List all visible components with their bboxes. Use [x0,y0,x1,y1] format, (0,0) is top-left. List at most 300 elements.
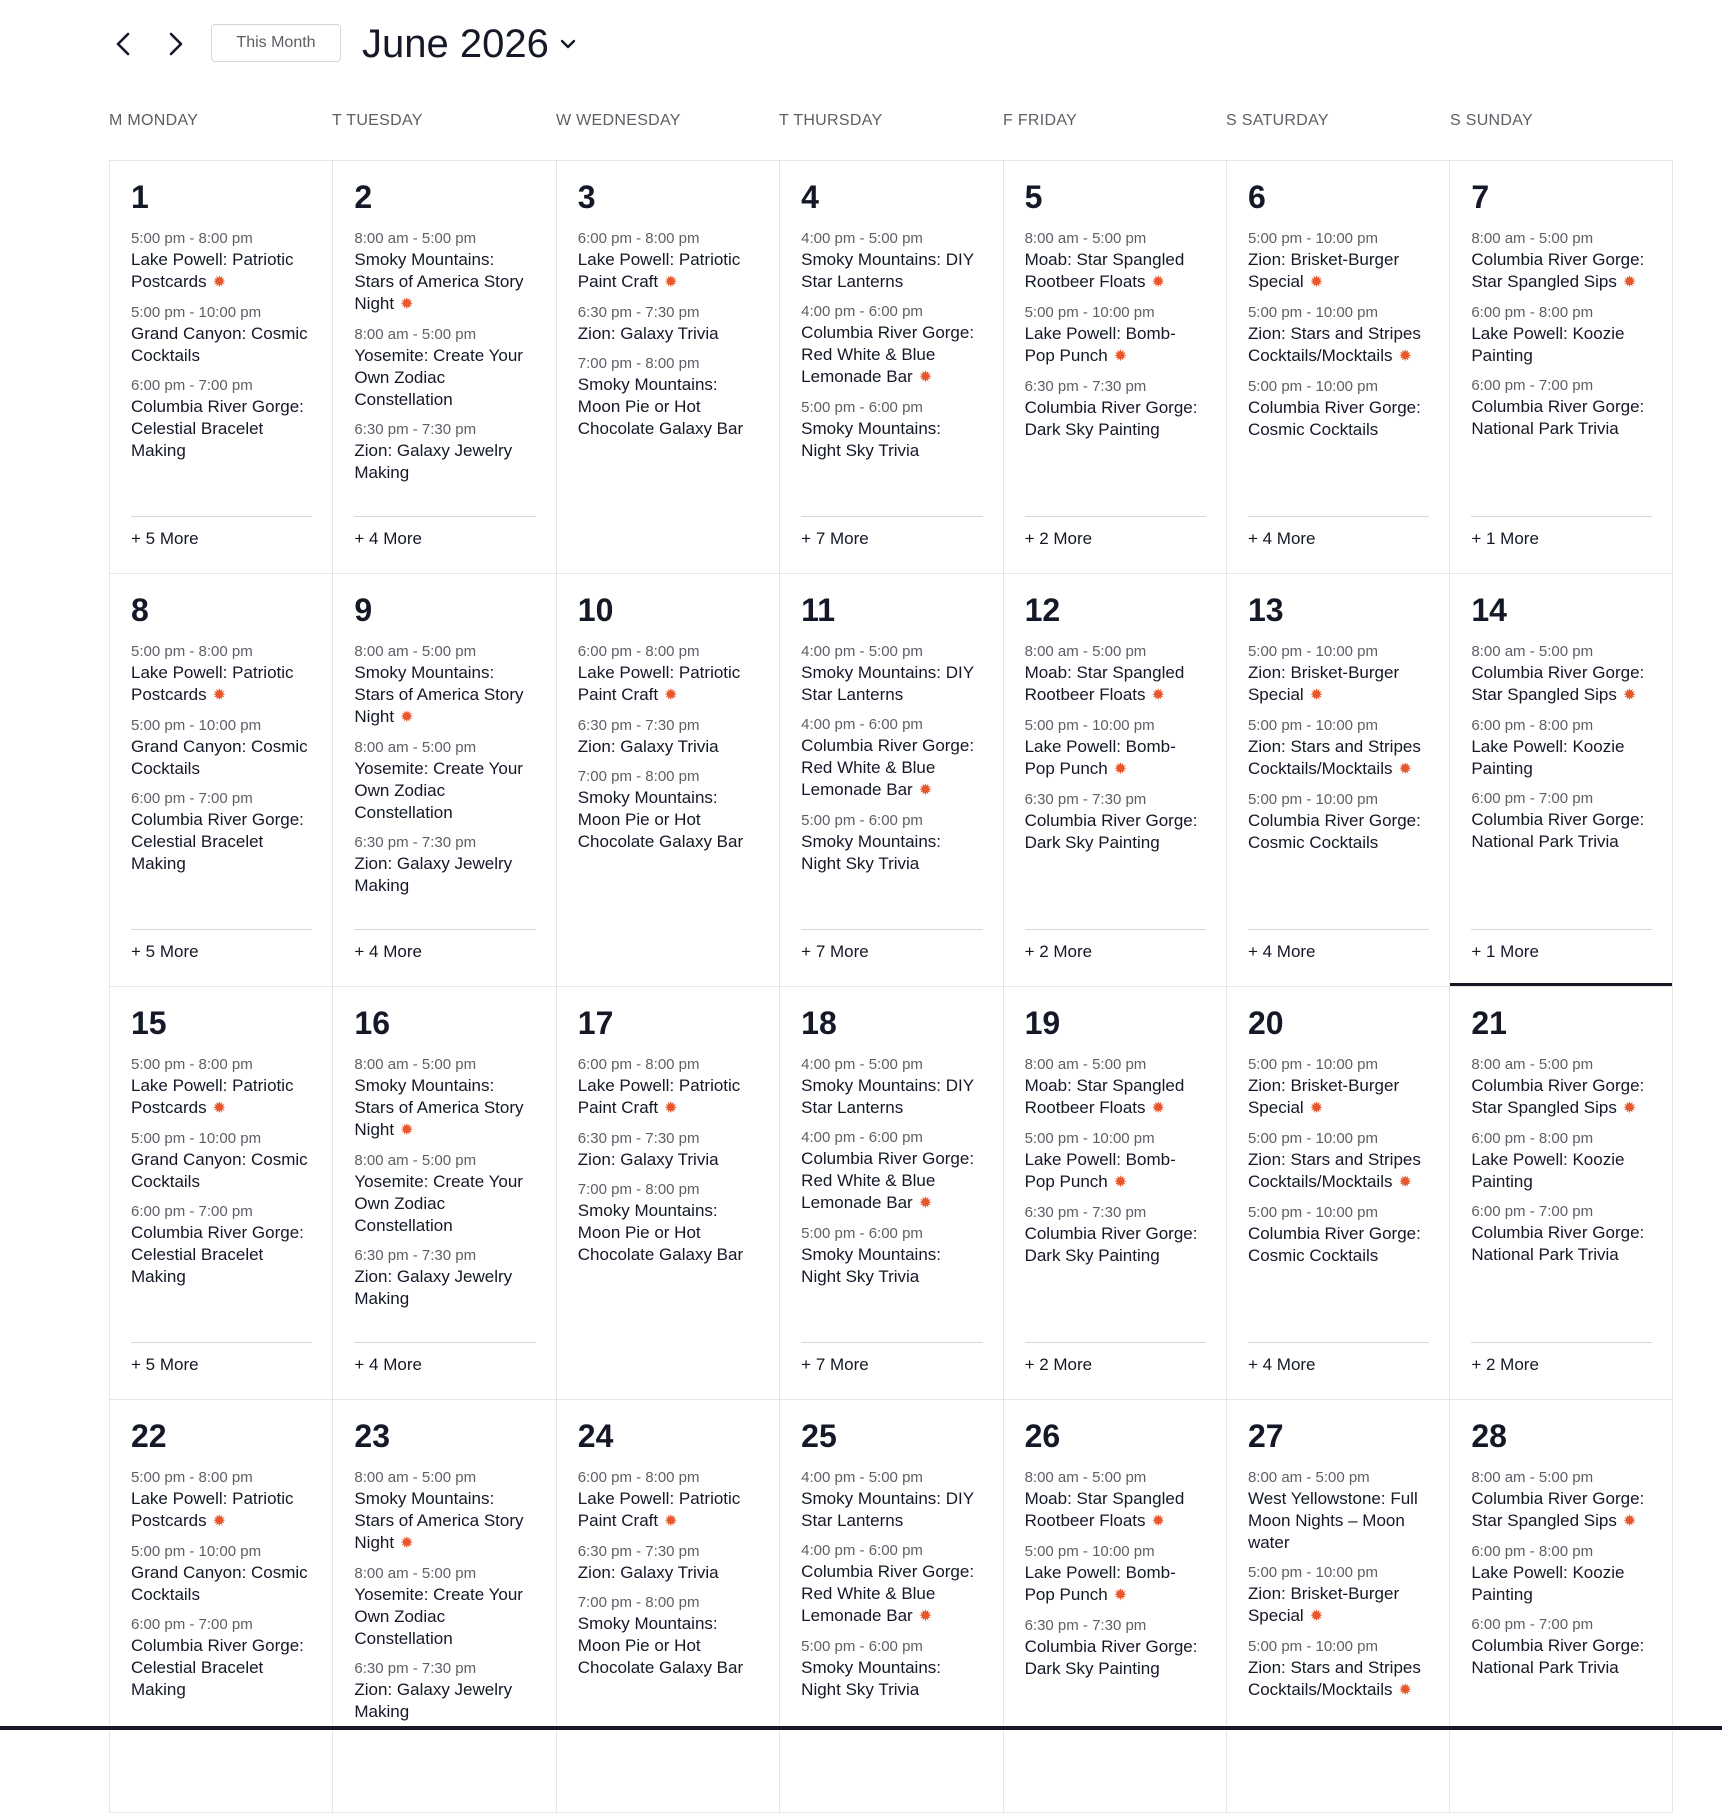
day-number[interactable]: 4 [801,179,819,215]
calendar-event[interactable] [801,1637,982,1701]
event-title-link[interactable] [1471,323,1651,367]
calendar-event[interactable] [1471,303,1651,367]
more-events-link[interactable]: + 1 More [1471,529,1539,548]
next-month-button[interactable] [155,22,195,66]
event-title-link[interactable] [1248,249,1429,294]
more-events-link[interactable]: + 4 More [354,529,422,548]
event-title-link[interactable] [1471,736,1651,780]
day-number[interactable]: 5 [1024,179,1043,215]
day-number[interactable]: 19 [1024,1005,1061,1041]
event-time: 5:00 pm - 6:00 pm [801,1638,923,1655]
event-title-link[interactable] [1471,1635,1651,1679]
calendar-event[interactable] [801,811,982,875]
calendar-event[interactable] [578,1129,759,1171]
this-month-button[interactable]: This Month [211,24,341,62]
calendar-event[interactable] [354,1246,535,1310]
more-events-link[interactable]: + 7 More [801,942,869,961]
more-events-link[interactable]: + 2 More [1024,529,1093,548]
calendar-event[interactable] [1248,1203,1429,1267]
collision-icon: ✹ [918,1608,933,1625]
event-title-link[interactable] [354,249,535,316]
calendar-event[interactable] [801,1128,982,1215]
event-time: 5:00 pm - 8:00 pm [131,1056,253,1073]
event-time: 8:00 am - 5:00 pm [1024,1056,1147,1073]
day-cell[interactable] [779,574,1002,986]
event-title-link[interactable] [801,1244,982,1288]
event-title: Columbia River Gorge: Dark Sky Painting [1024,1224,1198,1265]
calendar-event[interactable] [354,420,535,484]
collision-icon: ✹ [1151,687,1165,704]
event-time: 6:00 pm - 7:00 pm [131,790,253,807]
event-title-link[interactable] [131,809,312,875]
calendar-event[interactable] [578,1180,759,1266]
more-events-link[interactable]: + 7 More [801,529,869,548]
day-cell[interactable] [1449,1400,1672,1812]
day-cell[interactable] [1449,161,1672,573]
calendar-event[interactable] [354,1151,535,1237]
more-events-link[interactable]: + 2 More [1024,1355,1093,1374]
calendar-event[interactable] [354,1564,535,1650]
calendar-event[interactable] [354,738,535,824]
event-title-link[interactable] [131,1635,312,1701]
event-title-link[interactable] [801,1148,982,1215]
calendar-event[interactable] [801,1541,982,1628]
calendar-event[interactable] [1471,1202,1651,1266]
event-title-link[interactable] [354,1266,535,1310]
day-cell[interactable] [779,161,1002,573]
calendar-event[interactable] [1471,376,1651,440]
event-title: Moab: Star Spangled Rootbeer Floats [1024,663,1185,704]
calendar-event[interactable] [1025,1542,1206,1607]
more-events-link[interactable]: + 4 More [354,942,422,961]
calendar-event[interactable] [131,1542,312,1606]
month-picker[interactable] [362,18,577,70]
collision-icon: ✹ [1113,348,1128,365]
day-number[interactable]: 21 [1471,1005,1507,1041]
day-number[interactable]: 18 [801,1005,837,1041]
event-title-link[interactable] [1471,249,1651,294]
event-title-link[interactable] [801,1075,982,1119]
event-title-link[interactable] [801,249,982,293]
calendar-event[interactable] [1025,1203,1206,1267]
day-number[interactable]: 27 [1247,1418,1284,1454]
calendar-event[interactable] [1471,642,1651,707]
event-title-link[interactable] [578,1200,759,1266]
day-number[interactable]: 20 [1247,1005,1284,1041]
more-events-link[interactable]: + 4 More [1247,1355,1316,1374]
event-time: 6:30 pm - 7:30 pm [577,717,700,734]
day-cell[interactable] [109,987,332,1399]
event-title: Smoky Mountains: Night Sky Trivia [801,1245,942,1286]
event-title-link[interactable] [131,1222,312,1288]
event-title-link[interactable] [131,1562,312,1606]
calendar-event[interactable] [131,303,312,367]
event-title-link[interactable] [131,1149,312,1193]
event-title-link[interactable] [1471,1075,1651,1120]
calendar-event[interactable] [801,1468,982,1532]
more-events-footer [1025,929,1206,962]
event-title-link[interactable] [578,1488,759,1533]
event-time: 5:00 pm - 8:00 pm [131,230,253,247]
calendar-event[interactable] [1248,716,1429,781]
calendar-event[interactable] [578,1542,759,1584]
event-title-link[interactable] [131,736,312,780]
calendar-event[interactable] [801,229,982,293]
calendar-event[interactable] [1471,1055,1651,1120]
event-title-link[interactable] [131,249,312,294]
calendar-event[interactable] [1025,1616,1206,1680]
day-cell[interactable] [332,987,555,1399]
calendar-event[interactable] [354,229,535,316]
calendar-event[interactable] [578,229,759,294]
collision-icon: ✹ [400,709,414,726]
event-title-link[interactable] [801,1561,982,1628]
more-events-link[interactable]: + 4 More [1247,942,1316,961]
more-events-link[interactable]: + 2 More [1024,942,1093,961]
more-events-link[interactable]: + 7 More [801,1355,869,1374]
day-cell[interactable] [109,1400,332,1812]
calendar-event[interactable] [1025,1129,1206,1194]
calendar-event[interactable] [1248,229,1429,294]
calendar-event[interactable] [1248,642,1429,707]
event-title-link[interactable] [354,662,535,729]
calendar-event[interactable] [801,642,982,706]
calendar-event[interactable] [1025,229,1206,294]
event-title: Moab: Star Spangled Rootbeer Floats [1024,1076,1185,1117]
calendar-event[interactable] [578,354,759,440]
calendar-event[interactable] [1248,377,1429,441]
day-number[interactable]: 12 [1024,592,1061,628]
event-title-link[interactable] [1248,810,1429,854]
calendar-event[interactable] [578,1593,759,1679]
calendar-event[interactable] [1025,1468,1206,1533]
day-cell[interactable] [556,1400,779,1812]
collision-icon: ✹ [400,1122,414,1139]
collision-icon: ✹ [1398,348,1412,365]
event-title-link[interactable] [578,787,759,853]
day-number[interactable]: 22 [131,1418,167,1454]
event-title-link[interactable] [1248,1488,1429,1554]
event-title-link[interactable] [1248,662,1429,707]
day-cell[interactable] [1003,161,1226,573]
bottom-divider [0,1726,1722,1730]
event-title-link[interactable] [1025,1562,1206,1607]
calendar-event[interactable] [354,1659,535,1723]
calendar-event[interactable] [1248,1563,1429,1628]
event-title-link[interactable] [578,1562,759,1584]
chevron-down-icon [559,37,577,51]
calendar-event[interactable] [801,715,982,802]
calendar-event[interactable] [1248,1055,1429,1120]
event-title: Smoky Mountains: Moon Pie or Hot Chocolate Galaxy Bar [577,1614,744,1677]
collision-icon: ✹ [212,687,226,704]
event-title-link[interactable] [578,1075,759,1120]
event-title-link[interactable] [1471,1488,1651,1533]
collision-icon: ✹ [664,1513,678,1530]
calendar-event[interactable] [1025,377,1206,441]
calendar-event[interactable] [1025,303,1206,368]
calendar-event[interactable] [1471,1129,1651,1193]
event-title-link[interactable] [1471,396,1651,440]
calendar-event[interactable] [1471,229,1651,294]
event-title-link[interactable] [578,1613,759,1679]
event-title-link[interactable] [801,735,982,802]
event-title-link[interactable] [1025,397,1206,441]
calendar-event[interactable] [131,716,312,780]
day-cell[interactable] [1226,987,1449,1399]
calendar-toolbar [0,0,1722,90]
event-time: 5:00 pm - 10:00 pm [131,1543,262,1560]
event-title: Zion: Stars and Stripes Cocktails/Mocktails [1247,737,1421,778]
event-title-link[interactable] [354,1679,535,1723]
event-time: 6:30 pm - 7:30 pm [1024,791,1147,808]
day-number[interactable]: 15 [131,1005,167,1041]
event-title-link[interactable] [1248,323,1429,368]
day-cell[interactable] [1226,1400,1449,1812]
day-cell[interactable] [332,574,555,986]
calendar-event[interactable] [131,1055,312,1120]
calendar-event[interactable] [801,1224,982,1288]
event-title-link[interactable] [1025,1149,1206,1194]
event-title-link[interactable] [1471,662,1651,707]
event-title-link[interactable] [354,1075,535,1142]
event-time: 6:30 pm - 7:30 pm [354,1247,477,1264]
calendar-event[interactable] [1248,1129,1429,1194]
day-cell[interactable] [1003,1400,1226,1812]
calendar-event[interactable] [1248,790,1429,854]
day-number[interactable]: 11 [801,592,835,628]
event-title-link[interactable] [801,1488,982,1532]
event-title-link[interactable] [1025,323,1206,368]
calendar-event[interactable] [1471,1468,1651,1533]
event-title-link[interactable] [1025,1488,1206,1533]
event-title-link[interactable] [354,440,535,484]
event-title-link[interactable] [354,758,535,824]
day-number[interactable]: 10 [577,592,614,628]
more-events-link[interactable]: + 1 More [1471,942,1539,961]
event-title-link[interactable] [1025,810,1206,854]
day-cell[interactable] [1226,161,1449,573]
calendar-event[interactable] [1248,303,1429,368]
more-events-link[interactable]: + 4 More [1247,529,1316,548]
collision-icon: ✹ [400,296,414,313]
event-title-link[interactable] [131,396,312,462]
event-title-link[interactable] [578,323,759,345]
event-title-link[interactable] [1471,1562,1651,1606]
event-time: 6:00 pm - 8:00 pm [577,643,700,660]
calendar-event[interactable] [354,833,535,897]
day-cell[interactable] [332,161,555,573]
event-time: 5:00 pm - 10:00 pm [1024,1130,1155,1147]
event-title: Columbia River Gorge: National Park Trivia [1471,810,1645,851]
calendar-event[interactable] [1471,789,1651,853]
day-cell[interactable] [1449,987,1672,1399]
day-number[interactable]: 3 [577,179,596,215]
event-title: Zion: Galaxy Jewelry Making [354,441,513,482]
calendar-event[interactable] [131,642,312,707]
event-time: 5:00 pm - 10:00 pm [1247,1638,1379,1655]
event-title-link[interactable] [1248,736,1429,781]
calendar-event[interactable] [1471,1542,1651,1606]
calendar-event[interactable] [131,1202,312,1288]
event-title-link[interactable] [131,1075,312,1120]
event-title-link[interactable] [354,1584,535,1650]
calendar-event[interactable] [1025,790,1206,854]
collision-icon: ✹ [918,1195,933,1212]
event-title-link[interactable] [1025,1075,1206,1120]
event-title-link[interactable] [801,1657,982,1701]
event-title-link[interactable] [1248,1223,1429,1267]
event-time: 6:00 pm - 8:00 pm [577,230,700,247]
event-title-link[interactable] [354,345,535,411]
event-title-link[interactable] [131,662,312,707]
calendar-event[interactable] [1248,1468,1429,1554]
calendar-event[interactable] [131,229,312,294]
day-cell[interactable] [556,987,779,1399]
calendar-event[interactable] [1471,1615,1651,1679]
event-title-link[interactable] [354,1488,535,1555]
day-number[interactable]: 14 [1471,592,1507,628]
day-cell[interactable] [109,161,332,573]
event-title-link[interactable] [1248,397,1429,441]
calendar-event[interactable] [131,789,312,875]
event-title-link[interactable] [1025,1636,1206,1680]
calendar-event[interactable] [1025,642,1206,707]
day-cell[interactable] [1003,574,1226,986]
day-number[interactable]: 24 [577,1418,614,1454]
calendar-event[interactable] [131,1468,312,1533]
day-number[interactable]: 25 [801,1418,837,1454]
event-title-link[interactable] [578,374,759,440]
calendar-event[interactable] [801,1055,982,1119]
day-number[interactable]: 7 [1471,179,1490,215]
event-title: Grand Canyon: Cosmic Cocktails [131,324,308,365]
previous-month-button[interactable] [104,22,144,66]
event-title-link[interactable] [801,418,982,462]
calendar-event[interactable] [801,302,982,389]
day-number[interactable]: 8 [131,592,149,628]
event-title: Zion: Stars and Stripes Cocktails/Mocktails [1247,1150,1421,1191]
event-title-link[interactable] [131,323,312,367]
event-time: 6:00 pm - 7:00 pm [1471,1616,1594,1633]
calendar-event[interactable] [354,642,535,729]
day-number[interactable]: 13 [1247,592,1284,628]
day-cell[interactable] [1449,574,1672,986]
event-title-link[interactable] [801,662,982,706]
calendar-event[interactable] [354,325,535,411]
day-number[interactable]: 2 [354,179,373,215]
day-cell[interactable] [556,574,779,986]
calendar-event[interactable] [578,767,759,853]
event-title-link[interactable] [1248,1657,1429,1702]
calendar-event[interactable] [131,1615,312,1701]
day-number[interactable]: 9 [354,592,373,628]
day-number[interactable]: 17 [577,1005,614,1041]
event-title-link[interactable] [131,1488,312,1533]
event-title-link[interactable] [1025,736,1206,781]
event-title-link[interactable] [354,1171,535,1237]
calendar-event[interactable] [131,1129,312,1193]
event-title-link[interactable] [1025,662,1206,707]
calendar-event[interactable] [131,376,312,462]
calendar-event[interactable] [578,716,759,758]
event-title-link[interactable] [1471,809,1651,853]
collision-icon: ✹ [1113,1587,1128,1604]
day-cell[interactable] [556,161,779,573]
calendar-event[interactable] [354,1055,535,1142]
collision-icon: ✹ [1398,1682,1412,1699]
more-events-link[interactable]: + 5 More [131,942,199,961]
calendar-event[interactable] [578,303,759,345]
event-title-link[interactable] [1025,249,1206,294]
weekday-label: W WEDNESDAY [556,112,681,129]
day-number[interactable]: 6 [1247,179,1266,215]
event-time: 6:30 pm - 7:30 pm [577,304,700,321]
event-title-link[interactable] [578,1149,759,1171]
event-title-link[interactable] [1025,1223,1206,1267]
day-number[interactable]: 23 [354,1418,390,1454]
event-title-link[interactable] [354,853,535,897]
day-cell[interactable] [779,987,1002,1399]
event-time: 4:00 pm - 5:00 pm [801,1469,923,1486]
event-title-link[interactable] [1471,1149,1651,1193]
day-number[interactable]: 16 [354,1005,390,1041]
day-number[interactable]: 28 [1471,1418,1507,1454]
calendar-event[interactable] [801,398,982,462]
calendar-event[interactable] [1248,1637,1429,1702]
day-cell[interactable] [779,1400,1002,1812]
day-cell[interactable] [109,574,332,986]
event-title-link[interactable] [578,736,759,758]
calendar-event[interactable] [578,1468,759,1533]
event-title-link[interactable] [1471,1222,1651,1266]
calendar-event[interactable] [578,642,759,707]
event-time: 5:00 pm - 10:00 pm [1247,378,1379,395]
event-title: Lake Powell: Bomb-Pop Punch [1024,324,1176,365]
event-title-link[interactable] [801,322,982,389]
calendar-event[interactable] [578,1055,759,1120]
day-number[interactable]: 1 [131,179,149,215]
collision-icon: ✹ [1622,1100,1637,1117]
event-title: Columbia River Gorge: Star Spangled Sips [1471,1489,1645,1530]
collision-icon: ✹ [1113,761,1128,778]
calendar-event[interactable] [1025,1055,1206,1120]
more-events-link[interactable]: + 2 More [1471,1355,1539,1374]
event-title-link[interactable] [801,831,982,875]
more-events-link[interactable]: + 5 More [131,1355,199,1374]
calendar-event[interactable] [1471,716,1651,780]
event-title-link[interactable] [1248,1583,1429,1628]
more-events-link[interactable]: + 4 More [354,1355,422,1374]
day-cell[interactable] [1003,987,1226,1399]
event-title: Columbia River Gorge: Cosmic Cocktails [1247,1224,1421,1265]
event-title-link[interactable] [578,662,759,707]
event-title-link[interactable] [1248,1075,1429,1120]
week-row [109,161,1673,574]
more-events-link[interactable]: + 5 More [131,529,199,548]
event-title-link[interactable] [1248,1149,1429,1194]
event-title-link[interactable] [578,249,759,294]
event-title: Lake Powell: Patriotic Postcards [131,1489,294,1530]
day-number[interactable]: 26 [1024,1418,1061,1454]
event-title: Smoky Mountains: Moon Pie or Hot Chocolate Galaxy Bar [577,1201,744,1264]
day-cell[interactable] [332,1400,555,1812]
day-cell[interactable] [1226,574,1449,986]
event-title: Smoky Mountains: Moon Pie or Hot Chocolate Galaxy Bar [577,788,744,851]
more-events-footer [1248,929,1429,962]
calendar-event[interactable] [1025,716,1206,781]
calendar-event[interactable] [354,1468,535,1555]
